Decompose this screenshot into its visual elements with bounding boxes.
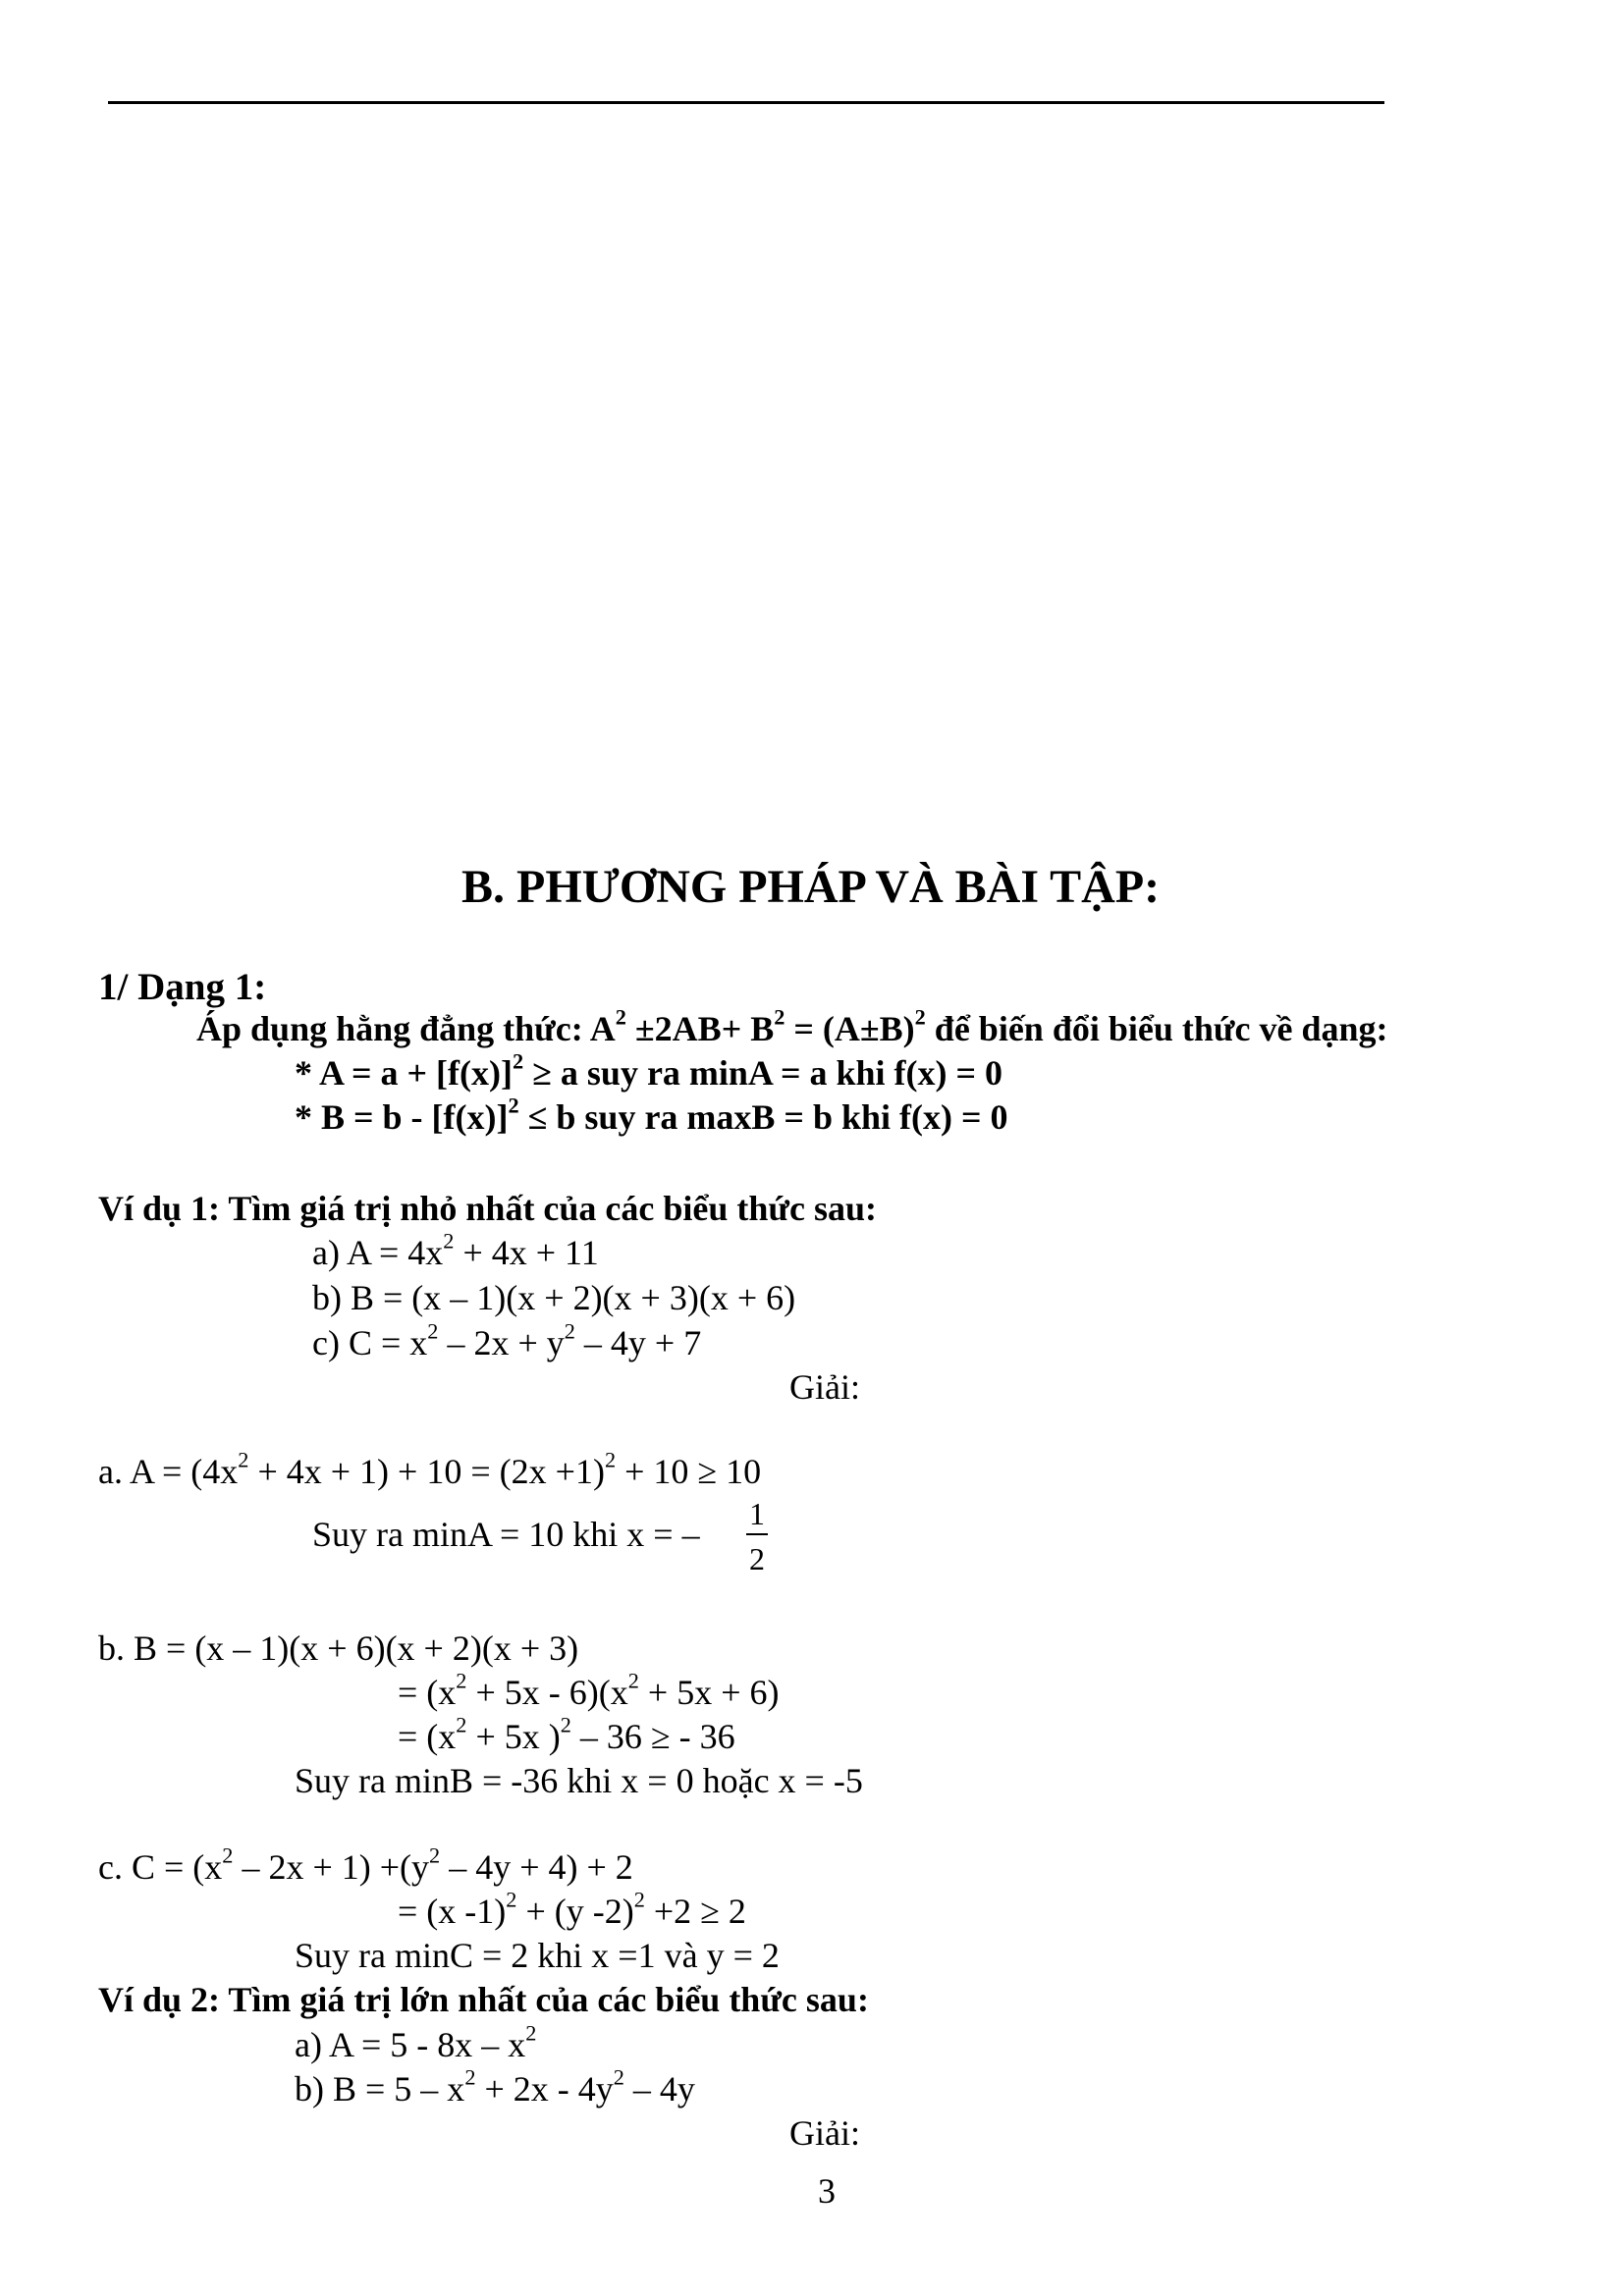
dang1-heading: 1/ Dạng 1: (98, 966, 267, 1008)
vidu1-solution-label: Giải: (789, 1367, 860, 1407)
fraction-denominator: 2 (749, 1541, 765, 1576)
vidu1-item-b: b) B = (x – 1)(x + 2)(x + 3)(x + 6) (312, 1278, 796, 1317)
fraction-bar (746, 1533, 768, 1535)
vidu1-heading: Ví dụ 1: Tìm giá trị nhỏ nhất của các biểu thức sau: (98, 1189, 878, 1228)
sol-c-line2: = (x -1)$^2$ + (y -2)$^2$ +2 ≥ 2 (398, 1887, 746, 1931)
dang1-intro: Áp dụng hằng đẳng thức: $A^2 \pm 2AB+ B^2 = (A\pm B)^2$ để biến đổi biểu thức về dạng: (196, 1004, 1388, 1048)
vidu2-item-b: b) $B = 5 - x^2 + 2x - 4y^2 - 4y$ (295, 2064, 695, 2109)
vidu2-item-a: a) $A = 5 - 8x - x^2$ (295, 2020, 537, 2064)
sol-c-line3: Suy ra minC = 2 khi x =1 và y = 2 (295, 1936, 780, 1975)
vidu2-heading: Ví dụ 2: Tìm giá trị lớn nhất của các biểu thức sau: (98, 1980, 869, 2019)
dang1-rule-min: * $A = a + [f(x)]^2 \ge a$ suy ra minA = a khi f(x) = 0 (295, 1048, 1002, 1093)
sol-c-line1: c. $C = (x^2 - 2x + 1) +(y^2 - 4y + 4) + 2$ (98, 1842, 633, 1887)
sol-b-line2: = $(x^2 + 5x - 6)(x^2 + 5x + 6)$ (398, 1668, 780, 1712)
sol-a-line1: a. $A = (4x^2 + 4x + 1) + 10 = (2x +1)^2 + 10 \ge 10$ (98, 1447, 762, 1491)
vidu1-item-a: a) $A = 4x^2 + 4x + 11$ (312, 1228, 599, 1272)
sol-b-line4: Suy ra minB = -36 khi x = 0 hoặc x = -5 (295, 1761, 863, 1800)
page-number: 3 (818, 2171, 836, 2211)
header-rule (108, 101, 1384, 104)
fraction-numerator: 1 (749, 1496, 765, 1531)
sol-b-line3: = ($x^2 + 5x$ )$^2$ – 36 ≥ - 36 (398, 1712, 735, 1756)
dang1-rule-max: * $B = b - [f(x)]^2 \le b$ suy ra maxB = b khi f(x) = 0 (295, 1093, 1008, 1137)
sol-a-line2: Suy ra minA = 10 khi x = – (312, 1515, 700, 1554)
section-title: B. PHƯƠNG PHÁP VÀ BÀI TẬP: (461, 861, 1161, 913)
vidu2-solution-label: Giải: (789, 2113, 860, 2153)
sol-b-line1: b. B = (x – 1)(x + 6)(x + 2)(x + 3) (98, 1629, 579, 1668)
vidu1-item-c: c) $C = x^2 - 2x + y^2 - 4y + 7$ (312, 1318, 702, 1362)
